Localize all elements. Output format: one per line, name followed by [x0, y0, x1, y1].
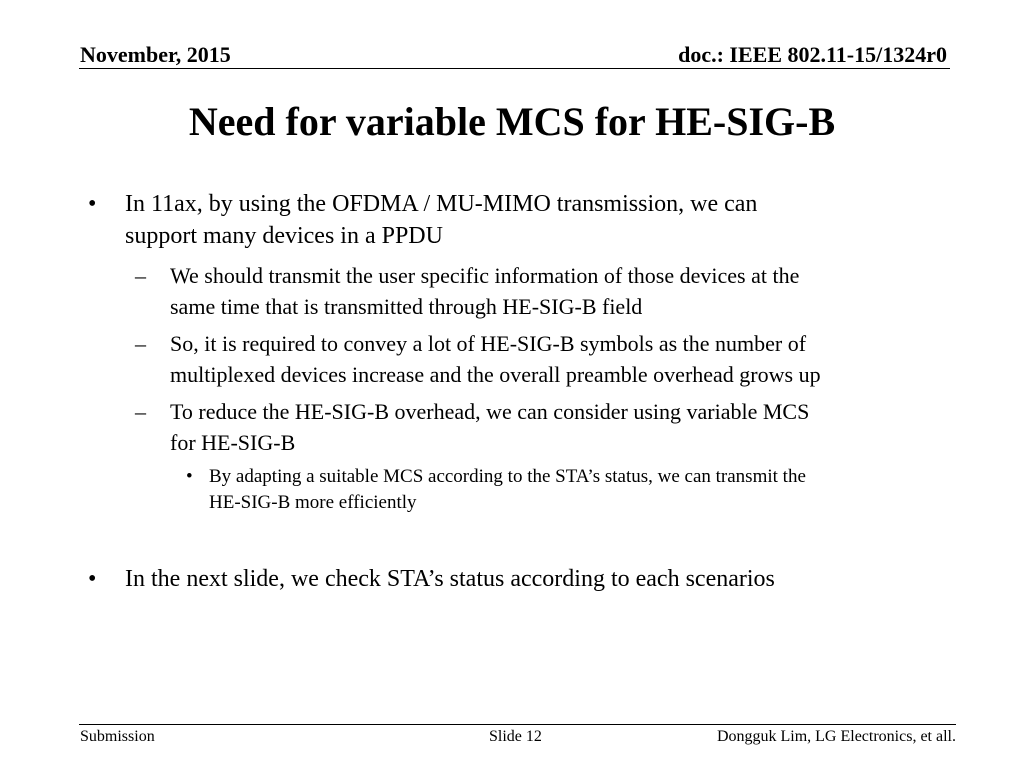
footer-submission: Submission — [80, 728, 155, 745]
sub-bullet-text-line: multiplexed devices increase and the overall preamble overhead grows up — [170, 362, 821, 387]
sub-bullet-text-line: To reduce the HE-SIG-B overhead, we can consider using variable MCS — [170, 399, 810, 424]
header-doc-id: doc.: IEEE 802.11-15/1324r0 — [678, 42, 947, 67]
slide-title: Need for variable MCS for HE-SIG-B — [188, 99, 836, 144]
bullet-marker: • — [88, 191, 97, 217]
bullet-text-line: In the next slide, we check STA’s status according to each scenarios — [125, 566, 775, 592]
sub-sub-bullet-text-line: HE-SIG-B more efficiently — [209, 492, 417, 513]
dash-marker: – — [135, 263, 146, 288]
bullet-text-line: In 11ax, by using the OFDMA / MU-MIMO transmission, we can — [125, 191, 758, 217]
footer-slide-number: Slide 12 — [489, 728, 542, 745]
dash-marker: – — [135, 331, 146, 356]
header-date: November, 2015 — [80, 42, 231, 67]
bullet-marker: • — [88, 566, 97, 592]
bullet-text-line: support many devices in a PPDU — [125, 223, 443, 249]
dash-marker: – — [135, 399, 146, 424]
sub-bullet-text-line: So, it is required to convey a lot of HE-SIG-B symbols as the number of — [170, 331, 807, 356]
sub-sub-bullet-text-line: By adapting a suitable MCS according to the STA’s status, we can transmit the — [209, 466, 806, 487]
footer-divider — [79, 724, 956, 725]
sub-bullet-text-line: for HE-SIG-B — [170, 430, 296, 455]
sub-sub-bullet-marker: • — [186, 466, 193, 487]
footer-authors: Dongguk Lim, LG Electronics, et all. — [716, 728, 956, 745]
sub-bullet-text-line: We should transmit the user specific information of those devices at the — [170, 263, 800, 288]
sub-bullet-text-line: same time that is transmitted through HE-SIG-B field — [170, 294, 643, 319]
